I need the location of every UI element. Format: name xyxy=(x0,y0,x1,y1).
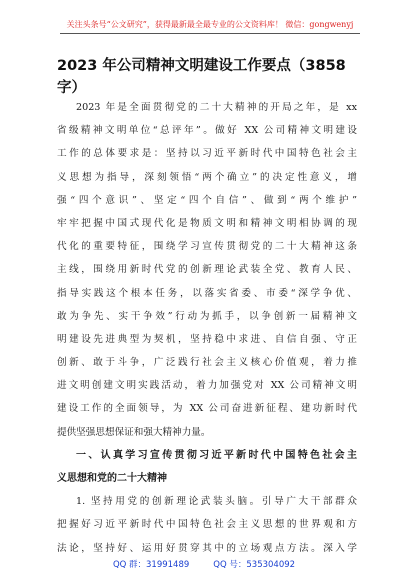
body-line: 主线，围绕用新时代党的创新理论武装全党、教育人民、 xyxy=(57,264,357,276)
body-line: 建设工作的全面领导，为 XX 公司奋进新征程、建功新时代 xyxy=(57,403,357,415)
body-line: 法论，坚持好、运用好贯穿其中的立场观点方法。深入学 xyxy=(57,542,357,554)
body-line: 2023 年是全面贯彻党的二十大精神的开局之年，是 xx xyxy=(76,102,357,113)
body-line: 义思想为指导，深刻领悟“两个确立”的决定性意义，增 xyxy=(57,171,357,183)
header-banner: 关注头条号“公文研究”，获得最新最全最专业的公文资料库！ 微信：gongwenyj xyxy=(66,20,354,29)
document-body xyxy=(57,96,357,560)
body-line: 把握好习近平新时代中国特色社会主义思想的世界观和方 xyxy=(57,519,357,531)
body-line: 1. 坚持用党的创新理论武装头脑。引导广大干部群众 xyxy=(76,496,357,508)
page-footer xyxy=(0,558,408,570)
title-line: 字） xyxy=(57,80,86,96)
body-line: 指导实践这个根本任务，以落实省委、市委“深学争优、 xyxy=(57,287,357,299)
body-line: 工作的总体要求是：坚持以习近平新时代中国特色社会主 xyxy=(57,148,357,160)
body-line: 进文明创建文明实践活动，着力加强党对 XX 公司精神文明 xyxy=(57,380,357,392)
body-line: 省级精神文明单位“总评年”。做好 XX 公司精神文明建设 xyxy=(57,125,357,137)
body-line: 提供坚强思想保证和强大精神力量。 xyxy=(57,426,211,438)
qq-group-number: QQ 群：31991489 xyxy=(112,560,190,570)
qq-number: QQ 号：535304092 xyxy=(213,560,296,570)
section-heading-line: 义思想和党的二十大精神 xyxy=(57,473,167,484)
body-line: 牢牢把握中国式现代化是物质文明和精神文明相协调的现 xyxy=(57,217,357,229)
body-line: 创新、敢于斗争，广泛践行社会主义核心价值观，着力推 xyxy=(57,357,357,369)
section-heading-line: 一、认真学习宣传贯彻习近平新时代中国特色社会主 xyxy=(76,449,357,461)
title-line: 2023 年公司精神文明建设工作要点（3858 xyxy=(57,58,346,74)
body-line: 强“四个意识”、坚定“四个自信”、做到“两个维护” xyxy=(57,194,357,206)
header-divider xyxy=(60,33,360,34)
body-line: 敢为争先、实干争效”行动为抓手，以争创新一届精神文 xyxy=(57,310,357,322)
body-line: 代化的重要特征，围绕学习宣传贯彻党的二十大精神这条 xyxy=(57,241,357,253)
document-title xyxy=(57,55,357,99)
body-line: 明建设先进典型为契机，坚持稳中求进、自信自强、守正 xyxy=(57,333,357,345)
